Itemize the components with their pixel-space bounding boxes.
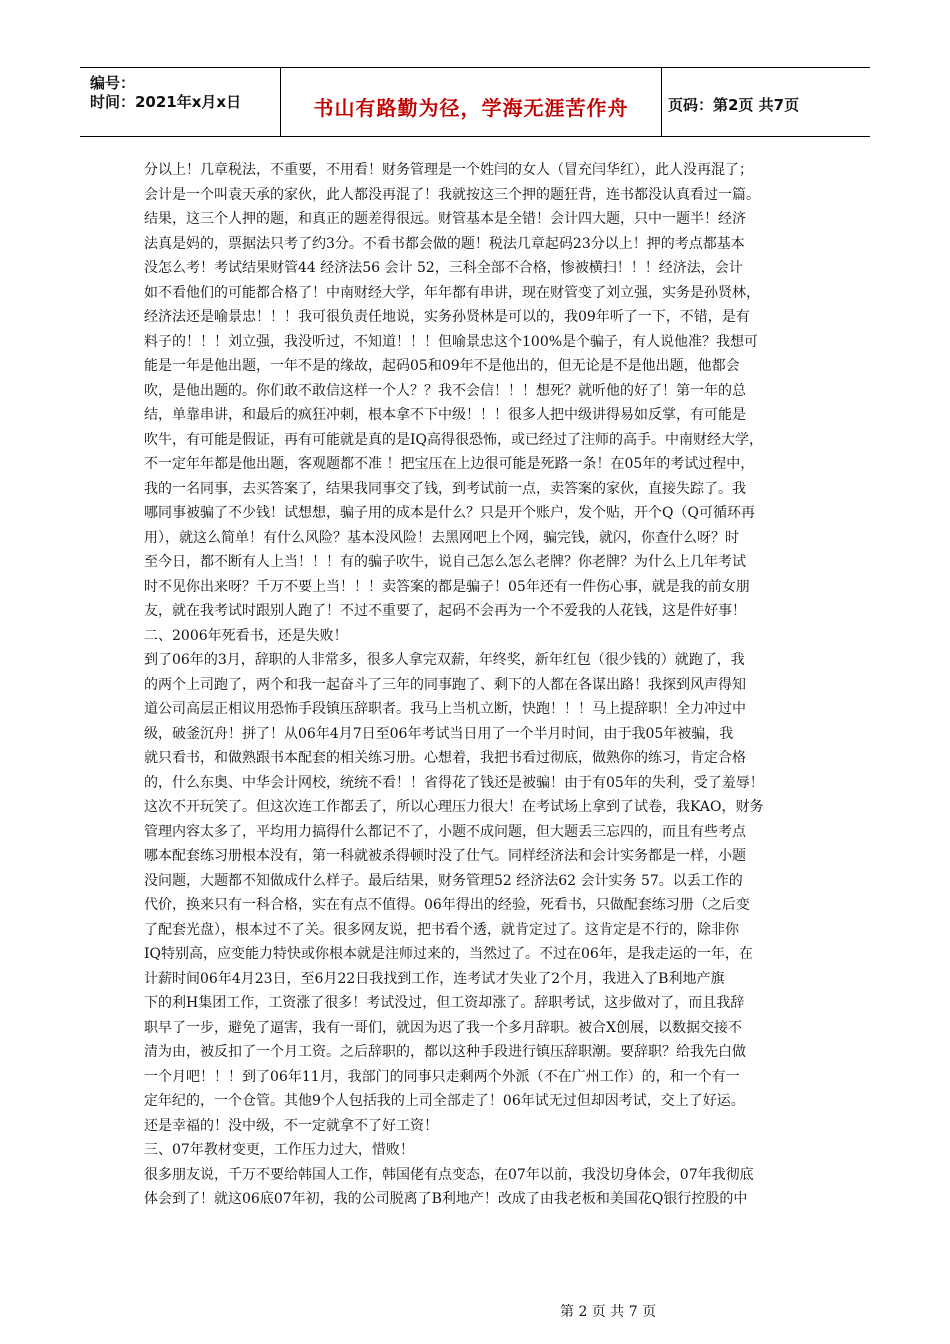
body-line: 下的利H集团工作，工资涨了很多！考试没过，但工资却涨了。辞职考试，这步做对了，而且我辞 — [144, 995, 745, 1011]
header-info-cell — [80, 68, 281, 136]
page-footer-number: 第 2 页 共 7 页 — [560, 1304, 657, 1320]
body-line: 没问题，大题都不知做成什么样子。最后结果，财务管理52 经济法62 会计实务 57。以丢工作的 — [144, 872, 743, 889]
document-date-label: 时间：2021年x月x日 — [90, 93, 242, 111]
body-line: 我的一名同事，去买答案了，结果我同事交了钱，到考试前一点，卖答案的家伙，直接失踪了。我 — [144, 480, 746, 497]
body-line: 管理内容太多了，平均用力搞得什么都记不了，小题不成问题，但大题丢三忘四的，而且有些考点 — [144, 823, 746, 840]
body-line: 时不见你出来呀？千万不要上当！！！卖答案的都是骗子！05年还有一件伤心事，就是我的前女朋 — [144, 578, 750, 595]
body-line: 没怎么考！考试结果财管44 经济法56 会计 52，三科全部不合格，惨被横扫！！！经济法，会计 — [144, 260, 743, 276]
body-line: 会计是一个叫袁天承的家伙，此人都没再混了！我就按这三个押的题狂背，连书都没认真看过一篇。 — [144, 186, 760, 203]
header-motto: 书山有路勤为径，学海无涯苦作舟 — [313, 96, 629, 120]
body-line: 吹牛，有可能是假证，再有可能就是真的是IQ高得很恐怖，或已经过了注师的高手。中南财经大学， — [144, 431, 764, 448]
body-line: 至今日，都不断有人上当！！！有的骗子吹牛，说自己怎么怎么老牌？你老牌？为什么上几年考试 — [144, 554, 746, 570]
body-line: 哪本配套练习册根本没有，第一科就被杀得顿时没了仕气。同样经济法和会计实务都是一样，小题 — [144, 848, 746, 864]
body-line: 料子的！！！刘立强，我没听过，不知道！！！但喻景忠这个100%是个骗子，有人说他准？我想可 — [144, 333, 759, 350]
body-line: 用），就这么简单！有什么风险？基本没风险！去黑网吧上个网，骗完钱，就闪，你查什么呀？时 — [144, 529, 739, 546]
body-line: 定年纪的，一个仓管。其他9个人包括我的上司全部走了！06年试无过但却因考试，交上了好运。 — [144, 1093, 745, 1109]
body-line: 职早了一步，避免了逼害，我有一哥们，就因为迟了我一个多月辞职。被合X创展，以数据交接不 — [144, 1019, 742, 1036]
body-line: 了配套光盘），根本过不了关。很多网友说，把书看个透，就肯定过了。这肯定是不行的，除非你 — [144, 921, 739, 938]
body-line: 体会到了！就这06底07年初，我的公司脱离了B利地产！改成了由我老板和美国花Q银行控股的中 — [144, 1191, 748, 1207]
body-line: 不一定年年都是他出题，客观题都不准 ！把宝压在上边很可能是死路一条！在05年的考试过程中， — [144, 456, 755, 472]
body-line: 的，什么东奥、中华会计网校，统统不看！！省得花了钱还是被骗！由于有05年的失利，受了羞辱！ — [144, 774, 764, 791]
body-line: 很多朋友说，千万不要给韩国人工作，韩国佬有点变态，在07年以前，我没切身体会，07年我彻底 — [144, 1166, 754, 1183]
body-line: 这次不开玩笑了。但这次连工作都丢了，所以心理压力很大！在考试场上拿到了试卷，我KAO，财务 — [144, 799, 764, 815]
body-line: 结，单靠串讲，和最后的疯狂冲刺，根本拿不下中级！！！很多人把中级讲得易如反掌，有可能是 — [144, 407, 746, 423]
body-line: 还是幸福的！没中级，不一定就拿不了好工资！ — [144, 1117, 438, 1134]
body-line: IQ特别高，应变能力特快或你根本就是注师过来的，当然过了。不过在06年，是我走运的一年，在 — [144, 946, 753, 962]
body-line: 级，破釜沉舟！拼了！从06年4月7日至06年考试当日用了一个半月时间，由于我05年被骗，我 — [144, 725, 734, 742]
header-page-number: 页码：第2页 共7页 — [668, 96, 800, 114]
header-page-cell — [662, 68, 870, 136]
body-line: 法真是妈的，票据法只考了约3分。不看书都会做的题！税法几章起码23分以上！押的考点都基本 — [144, 235, 745, 252]
document-number-label: 编号： — [90, 74, 136, 92]
body-line: 哪同事被骗了不少钱！试想想，骗子用的成本是什么？只是开个账户，发个贴，开个Q（Q可循环再 — [144, 505, 755, 521]
body-line: 经济法还是喻景忠！！！我可很负责任地说，实务孙贤林是可以的，我09年听了一下，不错，是有 — [144, 309, 750, 325]
body-line: 友，就在我考试时跟别人跑了！不过不重要了，起码不会再为一个不爱我的人花钱，这是件好事！ — [144, 603, 746, 619]
body-line: 吹，是他出题的。你们敢不敢信这样一个人？？我不会信！！！想死？就听他的好了！第一年的总 — [144, 382, 746, 399]
body-line: 到了06年的3月，辞职的人非常多，很多人拿完双薪，年终奖，新年红包（很少钱的）就跑了，我 — [144, 652, 745, 668]
body-line: 分以上！几章税法，不重要，不用看！财务管理是一个姓闫的女人（冒充闫华红），此人没再混了； — [144, 162, 753, 178]
header-motto-cell — [281, 68, 662, 136]
body-line: 代价，换来只有一科合格，实在有点不值得。06年得出的经验，死看书，只做配套练习册（之后变 — [144, 897, 750, 913]
body-line: 就只看书，和做熟跟书本配套的相关练习册。心想着，我把书看过彻底，做熟你的练习，肯定合格 — [144, 750, 746, 766]
body-line: 清为由，被反扣了一个月工资。之后辞职的，都以这种手段进行镇压辞职潮。要辞职？给我先白做 — [144, 1044, 746, 1060]
body-line: 二、2006年死看书，还是失败！ — [144, 627, 348, 644]
body-line: 三、07年教材变更，工作压力过大，惜败！ — [144, 1142, 414, 1158]
body-line: 的两个上司跑了，两个和我一起奋斗了三年的同事跑了、剩下的人都在各谋出路！我探到风声得知 — [144, 676, 746, 693]
body-line: 结果，这三个人押的题，和真正的题差得很远。财管基本是全错！会计四大题，只中一题半！经济 — [144, 211, 746, 227]
body-line: 道公司高层正相议用恐怖手段镇压辞职者。我马上当机立断，快跑！！！马上提辞职！全力冲过中 — [144, 701, 746, 717]
page-header — [80, 67, 870, 137]
body-line: 一个月吧！！！到了06年11月，我部门的同事只走剩两个外派（不在广州工作）的，和一个有一 — [144, 1068, 740, 1085]
document-body — [144, 158, 814, 1212]
body-line: 如不看他们的可能都合格了！中南财经大学，年年都有串讲，现在财管变了刘立强，实务是孙贤林， — [144, 284, 760, 301]
body-line: 能是一年是他出题，一年不是的缘故，起码05和09年不是他出的，但无论是不是他出题，他都会 — [144, 358, 740, 374]
body-line: 计薪时间06年4月23日，至6月22日我找到工作，连考试才失业了2个月，我进入了B利地产旗 — [144, 970, 725, 987]
